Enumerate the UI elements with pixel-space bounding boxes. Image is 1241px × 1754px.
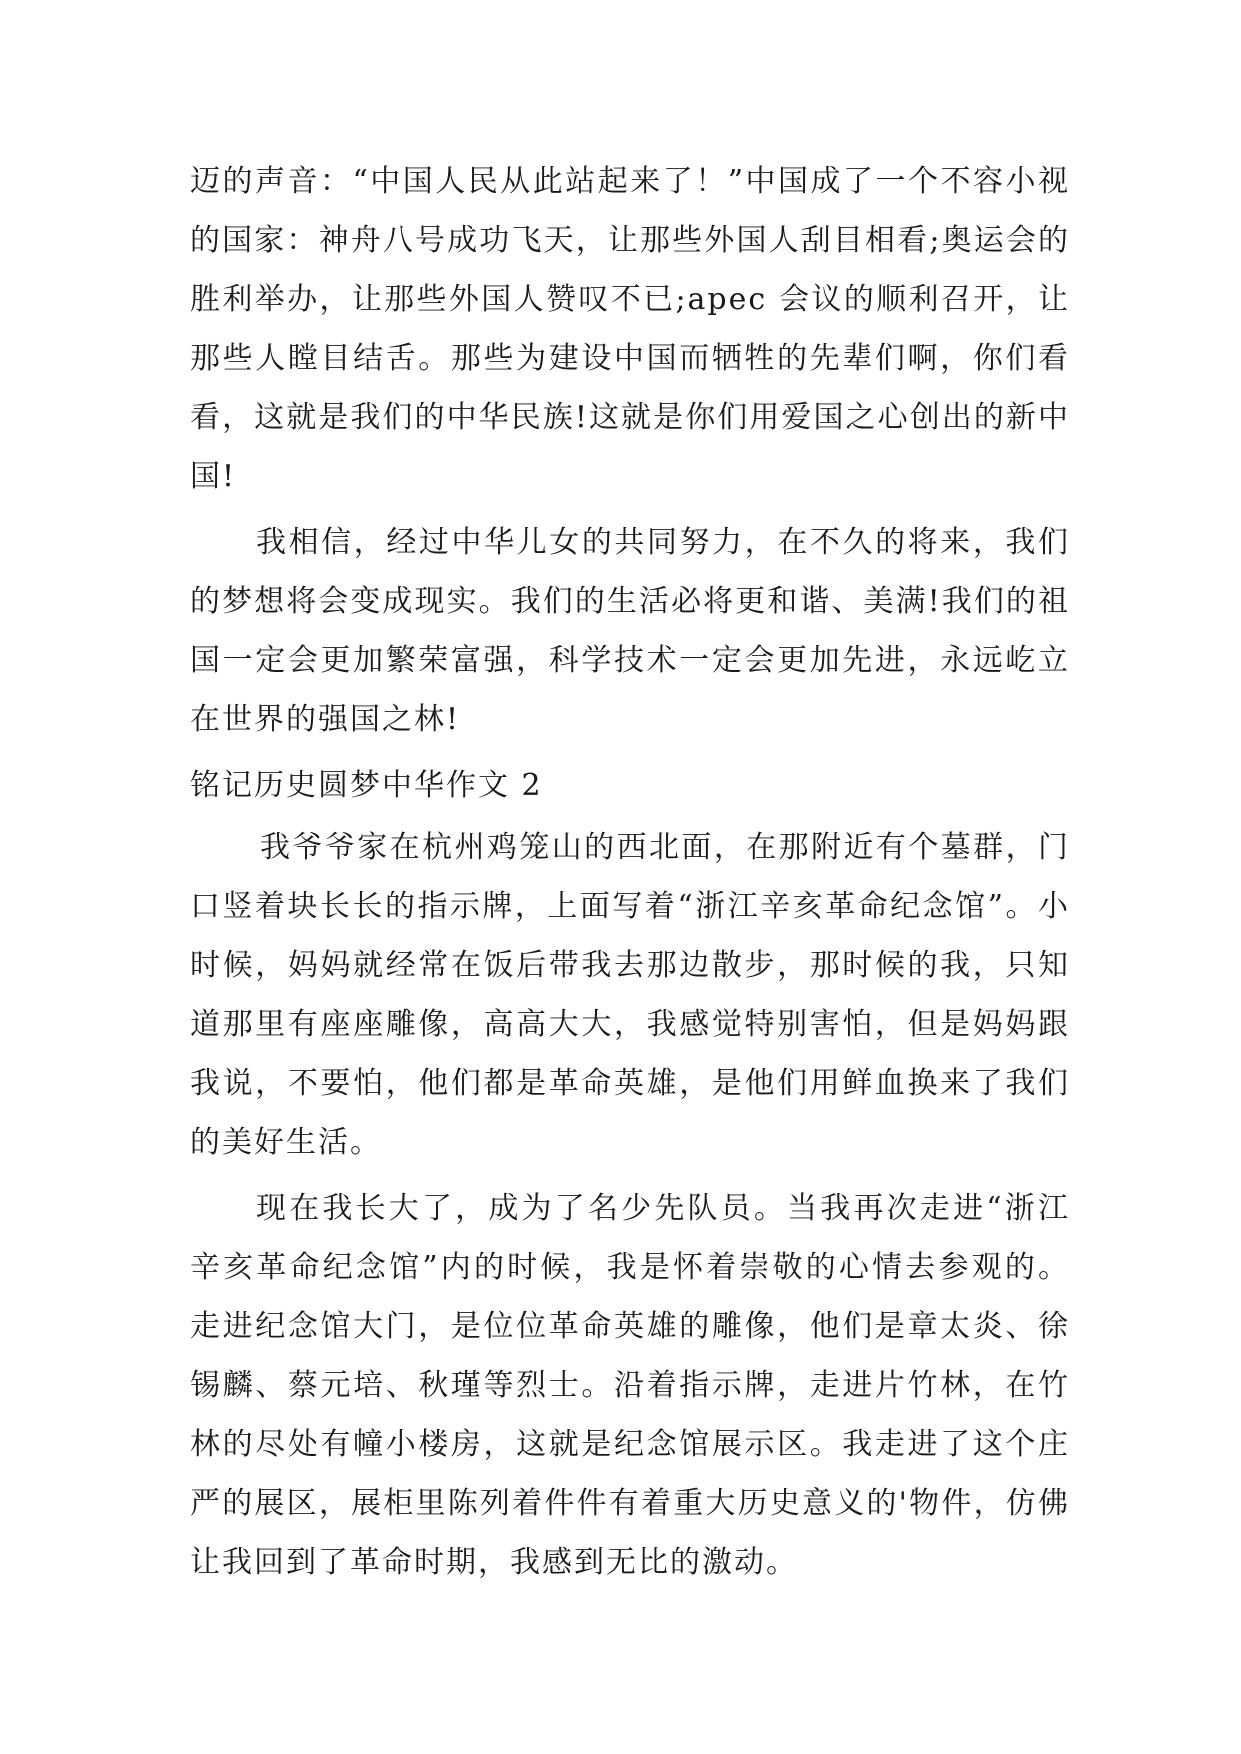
section-title: 铭记历史圆梦中华作文 2 (190, 768, 543, 803)
paragraph-1: 迈的声音：“中国人民从此站起来了！”中国成了一个不容小视的国家：神舟八号成功飞天，让那些外国人刮目相看;奥运会的胜利举办，让那些外国人赞叹不已;apec 会议的顺利召开，让那些人瞠目结舌。那些为建设中国而牺牲的先辈们啊，你们看看，这就是我们的中华民族!这就是你们用爱国之心创出的新中国! (190, 164, 1070, 494)
document-body (190, 152, 1070, 1599)
paragraph-3: 我爷爷家在杭州鸡笼山的西北面，在那附近有个墓群，门口竖着块长长的指示牌，上面写着“浙江辛亥革命纪念馆”。小时候，妈妈就经常在饭后带我去那边散步，那时候的我，只知道那里有座座雕像，高高大大，我感觉特别害怕，但是妈妈跟我说，不要怕，他们都是革命英雄，是他们用鲜血换来了我们的美好生活。 (190, 830, 1070, 1160)
paragraph-2: 我相信，经过中华儿女的共同努力，在不久的将来，我们的梦想将会变成现实。我们的生活必将更和谐、美满!我们的祖国一定会更加繁荣富强，科学技术一定会更加先进，永远屹立在世界的强国之林! (190, 525, 1070, 737)
paragraph-4: 现在我长大了，成为了名少先队员。当我再次走进“浙江辛亥革命纪念馆”内的时候，我是怀着崇敬的心情去参观的。走进纪念馆大门，是位位革命英雄的雕像，他们是章太炎、徐锡麟、蔡元培、秋瑾等烈士。沿着指示牌，走进片竹林，在竹林的尽处有幢小楼房，这就是纪念馆展示区。我走进了这个庄严的展区，展柜里陈列着件件有着重大历史意义的'物件，仿佛让我回到了革命时期，我感到无比的激动。 (190, 1191, 1070, 1580)
